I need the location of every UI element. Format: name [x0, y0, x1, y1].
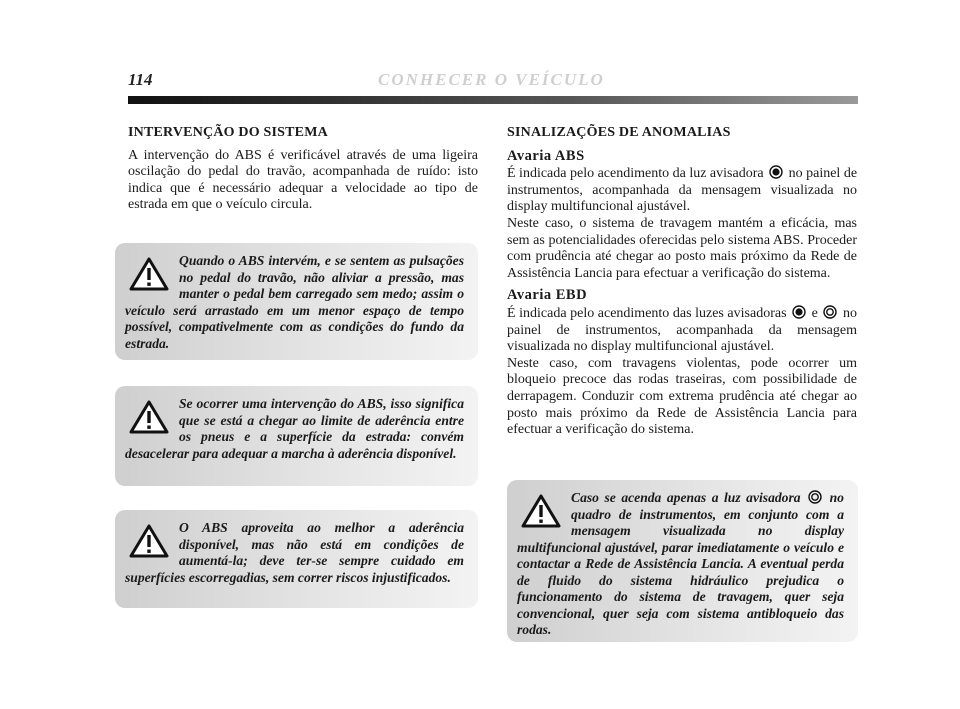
warning-text-2: Se ocorrer uma intervenção do ABS, isso significa que se está a chegar ao limite de aderência entre os pneus e a superfície da estrada: convém desacelerar para adequar a marcha à aderência disponível. [125, 396, 464, 461]
abs-text-b: no painel de instrumentos, acompanhada da mensagem visualizada no display multifuncional ajustável. [507, 166, 858, 215]
section-heading-intervention: INTERVENÇÃO DO SISTEMA [128, 125, 328, 140]
warning-box-4 [507, 480, 858, 642]
abs-text-a: É indicada pelo acendimento da luz avisadora [507, 166, 764, 182]
abs-failure-paragraph-2: Neste caso, o sistema de travagem mantém a eficácia, mas sem as potencialidades oferecidas pelo sistema ABS. Proceder com prudência até chegar ao posto mais próximo da Rede de Assistência Lancia para efectuar a verificação do sistema. [507, 215, 857, 281]
section-heading-anomalies: SINALIZAÇÕES DE ANOMALIAS [507, 125, 731, 140]
warning-text-1: Quando o ABS intervém, e se sentem as pulsações no pedal do travão, não aliviar a pressão, mas manter o pedal bem carregado sem medo; assim o veículo será arrastado em um menor espaço de tempo possível, compativelmente com as condições do fundo da estrada. [125, 253, 464, 351]
warning-text-4a: Caso se acenda apenas a luz avisadora [571, 490, 801, 505]
warning-text-3: O ABS aproveita ao melhor a aderência disponível, mas não está em condições de aumentá-la; deve ter-se sempre cuidado em superfícies escorregadias, sem correr riscos injustificados. [125, 520, 464, 585]
intervention-paragraph: A intervenção do ABS é verificável através de uma ligeira oscilação do pedal do travão, acompanhada de ruído: isto indica que é necessário adequar a velocidade ao tipo de estrada em que o veículo circula. [128, 147, 478, 213]
warning-triangle-icon [129, 257, 169, 291]
ebd-failure-paragraph-1 [507, 305, 857, 356]
page-number: 114 [128, 70, 153, 89]
brake-warning-light-icon [823, 305, 837, 319]
warning-box-1 [115, 243, 478, 360]
warning-triangle-icon [129, 524, 169, 558]
warning-box-2 [115, 386, 478, 486]
abs-warning-light-icon [792, 305, 806, 319]
ebd-failure-paragraph-2: Neste caso, com travagens violentas, pode ocorrer um bloqueio precoce das rodas traseiras, com possibilidade de derrapagem. Conduzir com extrema prudência até chegar ao posto mais próximo da Rede de Assistência Lancia para efectuar a verificação do sistema. [507, 355, 857, 438]
warning-text-4b: no quadro de instrumentos, em conjunto com a mensagem visualizada no display multifuncional ajustável, parar imediatamente o veículo e contactar a Rede de Assistência Lancia. A eventual perda de fluido do sistema hidráulico prejudica o funcionamento do sistema de travagem, quer seja convencional, quer seja com sistema antibloqueio das rodas. [517, 490, 844, 637]
ebd-text-b: no painel de instrumentos, acompanhada da mensagem visualizada no display multifuncional ajustável. [507, 305, 858, 355]
ebd-failure-title: Avaria EBD [507, 287, 588, 304]
ebd-text-and: e [811, 305, 818, 321]
running-title: CONHECER O VEÍCULO [378, 70, 605, 89]
abs-warning-light-icon [769, 165, 783, 179]
brake-warning-light-icon [808, 490, 822, 504]
warning-triangle-icon [521, 494, 561, 528]
abs-failure-title: Avaria ABS [507, 147, 585, 164]
warning-box-3 [115, 510, 478, 608]
right-column [507, 125, 857, 439]
ebd-text-a: É indicada pelo acendimento das luzes avisadoras [507, 305, 787, 321]
left-column [128, 125, 478, 214]
abs-failure-paragraph-1 [507, 165, 857, 216]
warning-triangle-icon [129, 400, 169, 434]
header-rule [128, 96, 858, 104]
